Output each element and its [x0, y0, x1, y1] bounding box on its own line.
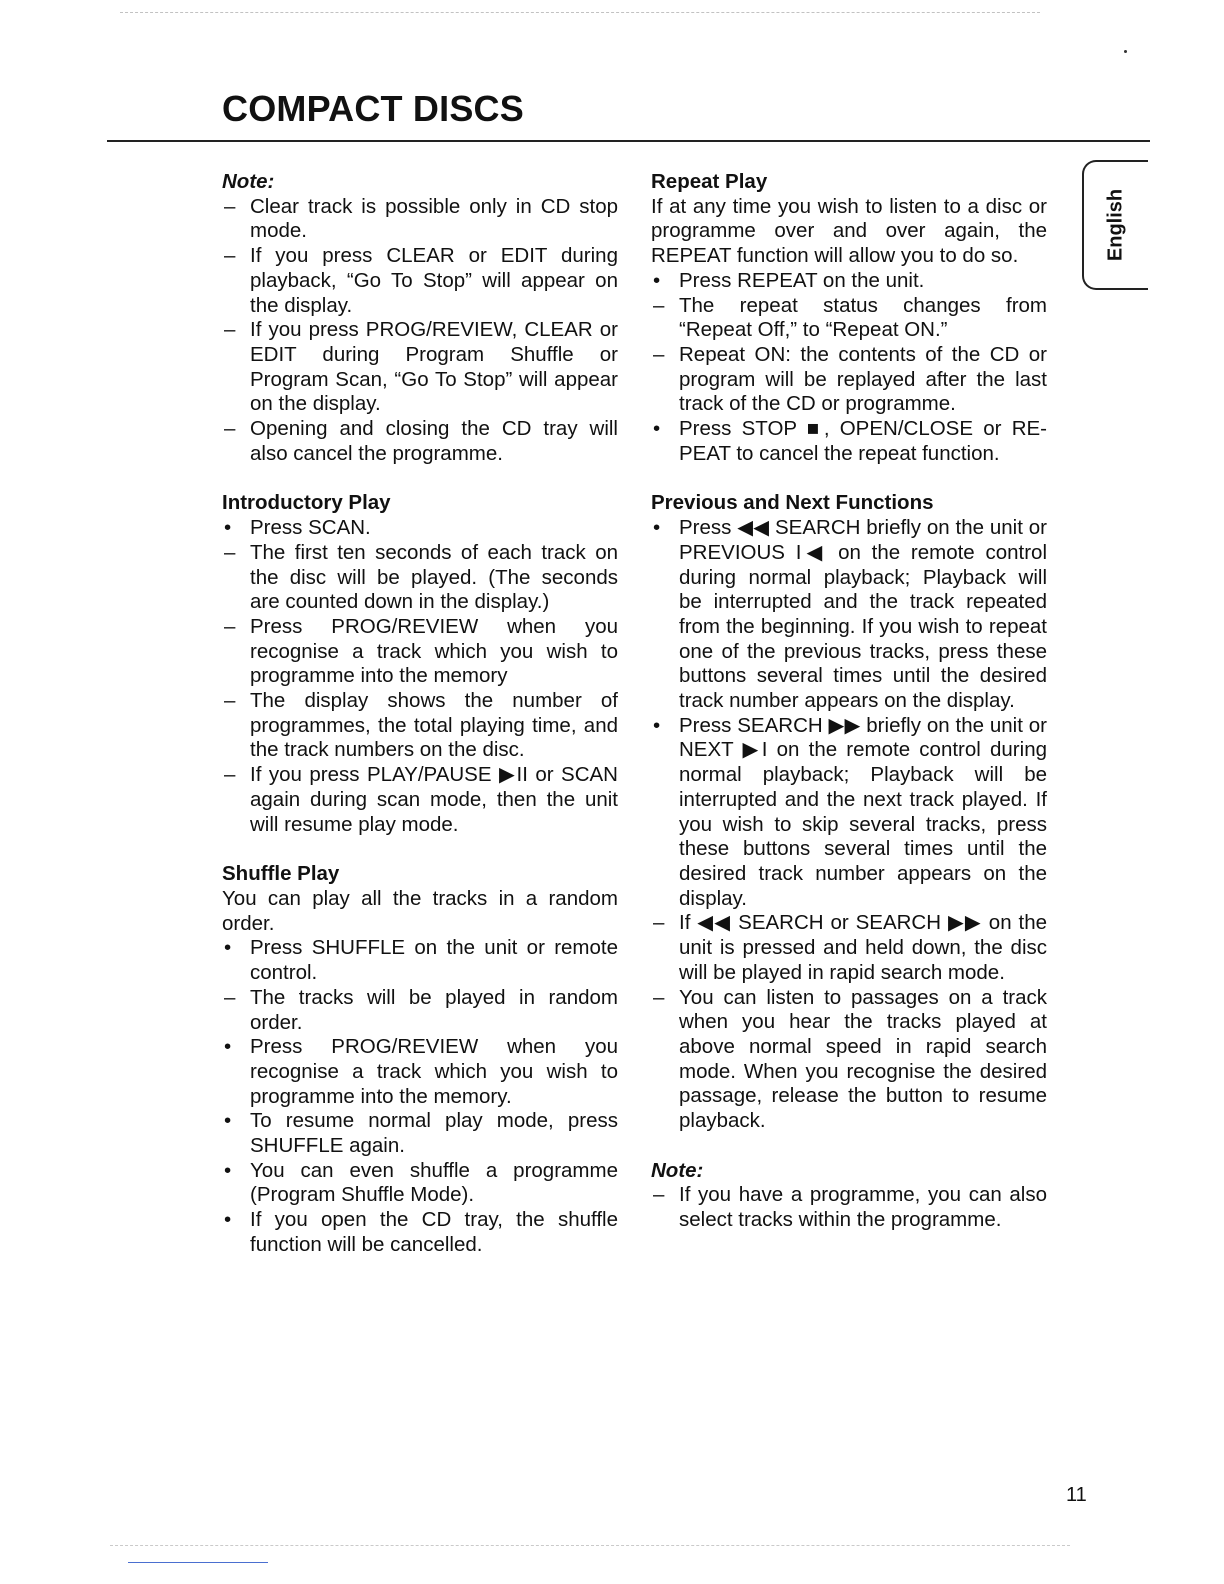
list-item-text: Press ◀◀ SEARCH briefly on the unit or PREVIOUS I◀ on the remote control during normal playback; Playback will be interrupted and the track repeated from the beginning. If you wish to repeat one of the previous tracks, press these buttons several times until the desired track number appears on the display.	[679, 516, 1047, 713]
list-item-text: If you press CLEAR or EDIT during playback, “Go To Stop” will appear on the display.	[250, 244, 618, 317]
dash-marker: –	[224, 318, 236, 342]
list-item-text: Press SEARCH ▶▶ briefly on the unit or NEXT ▶I on the remote control during normal playback; Playback will be interrupted and the next track played. If you wish to skip several tracks, press these buttons several times until the desired track number appears on the display.	[679, 713, 1047, 910]
list-item	[222, 1208, 618, 1257]
list-item-text: To resume normal play mode, press SHUFFLE again.	[250, 1109, 618, 1158]
list-item-text: Press REPEAT on the unit.	[679, 268, 925, 292]
instruction-list	[651, 1183, 1047, 1232]
scan-dot	[1124, 50, 1127, 53]
list-item-text: If you have a programme, you can also select tracks within the programme.	[679, 1183, 1047, 1232]
list-item-text: The tracks will be played in random order.	[250, 985, 618, 1034]
dash-marker: –	[224, 689, 236, 713]
scan-artifact-top	[120, 12, 1040, 19]
language-tab	[1082, 160, 1148, 290]
list-item	[651, 516, 1047, 714]
section-heading: Note:	[222, 170, 275, 193]
list-item-text: The repeat status changes from “Repeat Off,” to “Repeat ON.”	[679, 293, 1047, 342]
dash-marker: –	[653, 293, 665, 317]
section-note	[222, 170, 618, 466]
bullet-marker: •	[224, 1109, 232, 1133]
list-item	[222, 1035, 618, 1109]
list-item	[651, 714, 1047, 912]
dash-marker: –	[224, 614, 236, 638]
dash-marker: –	[653, 342, 665, 366]
list-item-text: Repeat ON: the contents of the CD or program will be replayed after the last track of the CD or programme.	[679, 342, 1047, 416]
list-item	[222, 1109, 618, 1158]
dash-marker: –	[653, 1183, 665, 1207]
dash-marker: –	[224, 985, 236, 1009]
bullet-marker: •	[224, 1158, 232, 1182]
list-item	[651, 1183, 1047, 1232]
section-introductory-play	[222, 491, 618, 837]
list-item	[222, 986, 618, 1035]
list-item	[651, 911, 1047, 985]
list-item	[222, 195, 618, 244]
instruction-list	[222, 936, 618, 1257]
list-item	[222, 1159, 618, 1208]
bullet-marker: •	[224, 1035, 232, 1059]
list-item	[222, 763, 618, 837]
list-item-text: Press SHUFFLE on the unit or remote control.	[250, 936, 618, 985]
section-heading: Introductory Play	[222, 491, 391, 515]
bullet-marker: •	[224, 516, 232, 540]
list-item	[222, 689, 618, 763]
bullet-marker: •	[653, 713, 661, 737]
bullet-marker: •	[653, 268, 661, 292]
section-heading: Note:	[651, 1158, 704, 1182]
list-item	[222, 615, 618, 689]
list-item	[222, 417, 618, 466]
list-item-text: If you press PLAY/PAUSE ▶II or SCAN again during scan mode, then the unit will resume play mode.	[250, 763, 618, 836]
section-previous-and-next-functions	[651, 491, 1047, 1133]
bullet-marker: •	[653, 516, 661, 540]
list-item-text: If ◀◀ SEARCH or SEARCH ▶▶ on the unit is pressed and held down, the disc will be played in rapid search mode.	[679, 911, 1047, 984]
scan-artifact-bottom	[110, 1545, 1070, 1552]
list-item	[651, 417, 1047, 466]
left-column	[222, 170, 618, 1283]
instruction-list	[651, 516, 1047, 1134]
section-heading: Previous and Next Functions	[651, 491, 934, 515]
list-item-text: Press PROG/REVIEW when you recognise a track which you wish to programme into the memory.	[250, 1035, 618, 1108]
section-repeat-play	[651, 170, 1047, 466]
language-tab-label: English	[1104, 188, 1127, 262]
list-item-text: Opening and closing the CD tray will also cancel the programme.	[250, 417, 618, 465]
dash-marker: –	[224, 194, 236, 218]
dash-marker: –	[224, 540, 236, 564]
list-item	[651, 269, 1047, 294]
list-item-text: You can even shuffle a programme (Program Shuffle Mode).	[250, 1158, 618, 1207]
list-item	[222, 936, 618, 985]
section-intro: If at any time you wish to listen to a disc or programme over and over again, the REPEAT function will allow you to do so.	[651, 194, 1047, 268]
page-number: 11	[1066, 1484, 1087, 1506]
page-title: COMPACT DISCS	[222, 88, 524, 129]
bullet-marker: •	[224, 936, 232, 960]
list-item-text: You can listen to passages on a track when you hear the tracks played at above normal speed in rapid search mode. When you recognise the desired passage, release the button to resume playback.	[679, 985, 1047, 1133]
dash-marker: –	[224, 763, 236, 787]
list-item-text: Press SCAN.	[250, 516, 371, 540]
list-item	[651, 986, 1047, 1134]
instruction-list	[222, 195, 618, 467]
bullet-marker: •	[653, 417, 661, 441]
section-shuffle-play	[222, 862, 618, 1257]
section-intro: You can play all the tracks in a random order.	[222, 886, 618, 935]
section-heading: Shuffle Play	[222, 862, 340, 886]
list-item-text: If you press PROG/REVIEW, CLEAR or EDIT during Program Shuffle or Program Scan, “Go To Stop” will appear on the display.	[250, 318, 618, 416]
right-column	[651, 170, 1047, 1258]
list-item	[651, 343, 1047, 417]
title-rule	[107, 140, 1150, 142]
list-item-text: The display shows the number of programmes, the total playing time, and the track numbers on the disc.	[250, 689, 618, 762]
list-item	[222, 541, 618, 615]
list-item	[222, 244, 618, 318]
list-item	[222, 516, 618, 541]
list-item-text: Clear track is possible only in CD stop mode.	[250, 194, 618, 243]
list-item-text: The first ten seconds of each track on the disc will be played. (The seconds are counted down in the display.)	[250, 540, 618, 614]
bullet-marker: •	[224, 1208, 232, 1232]
list-item-text: If you open the CD tray, the shuffle function will be cancelled.	[250, 1208, 618, 1256]
scan-blue-line	[128, 1562, 268, 1563]
list-item	[651, 294, 1047, 343]
dash-marker: –	[224, 417, 236, 441]
section-heading: Repeat Play	[651, 170, 768, 193]
dash-marker: –	[224, 244, 236, 268]
list-item-text: Press PROG/REVIEW when you recognise a track which you wish to programme into the memory	[250, 614, 618, 688]
list-item-text: Press STOP ■, OPEN/CLOSE or RE-PEAT to cancel the repeat function.	[679, 417, 1047, 465]
dash-marker: –	[653, 911, 665, 935]
list-item	[222, 318, 618, 417]
instruction-list	[651, 269, 1047, 467]
section-note	[651, 1159, 1047, 1233]
dash-marker: –	[653, 985, 665, 1009]
instruction-list	[222, 516, 618, 837]
